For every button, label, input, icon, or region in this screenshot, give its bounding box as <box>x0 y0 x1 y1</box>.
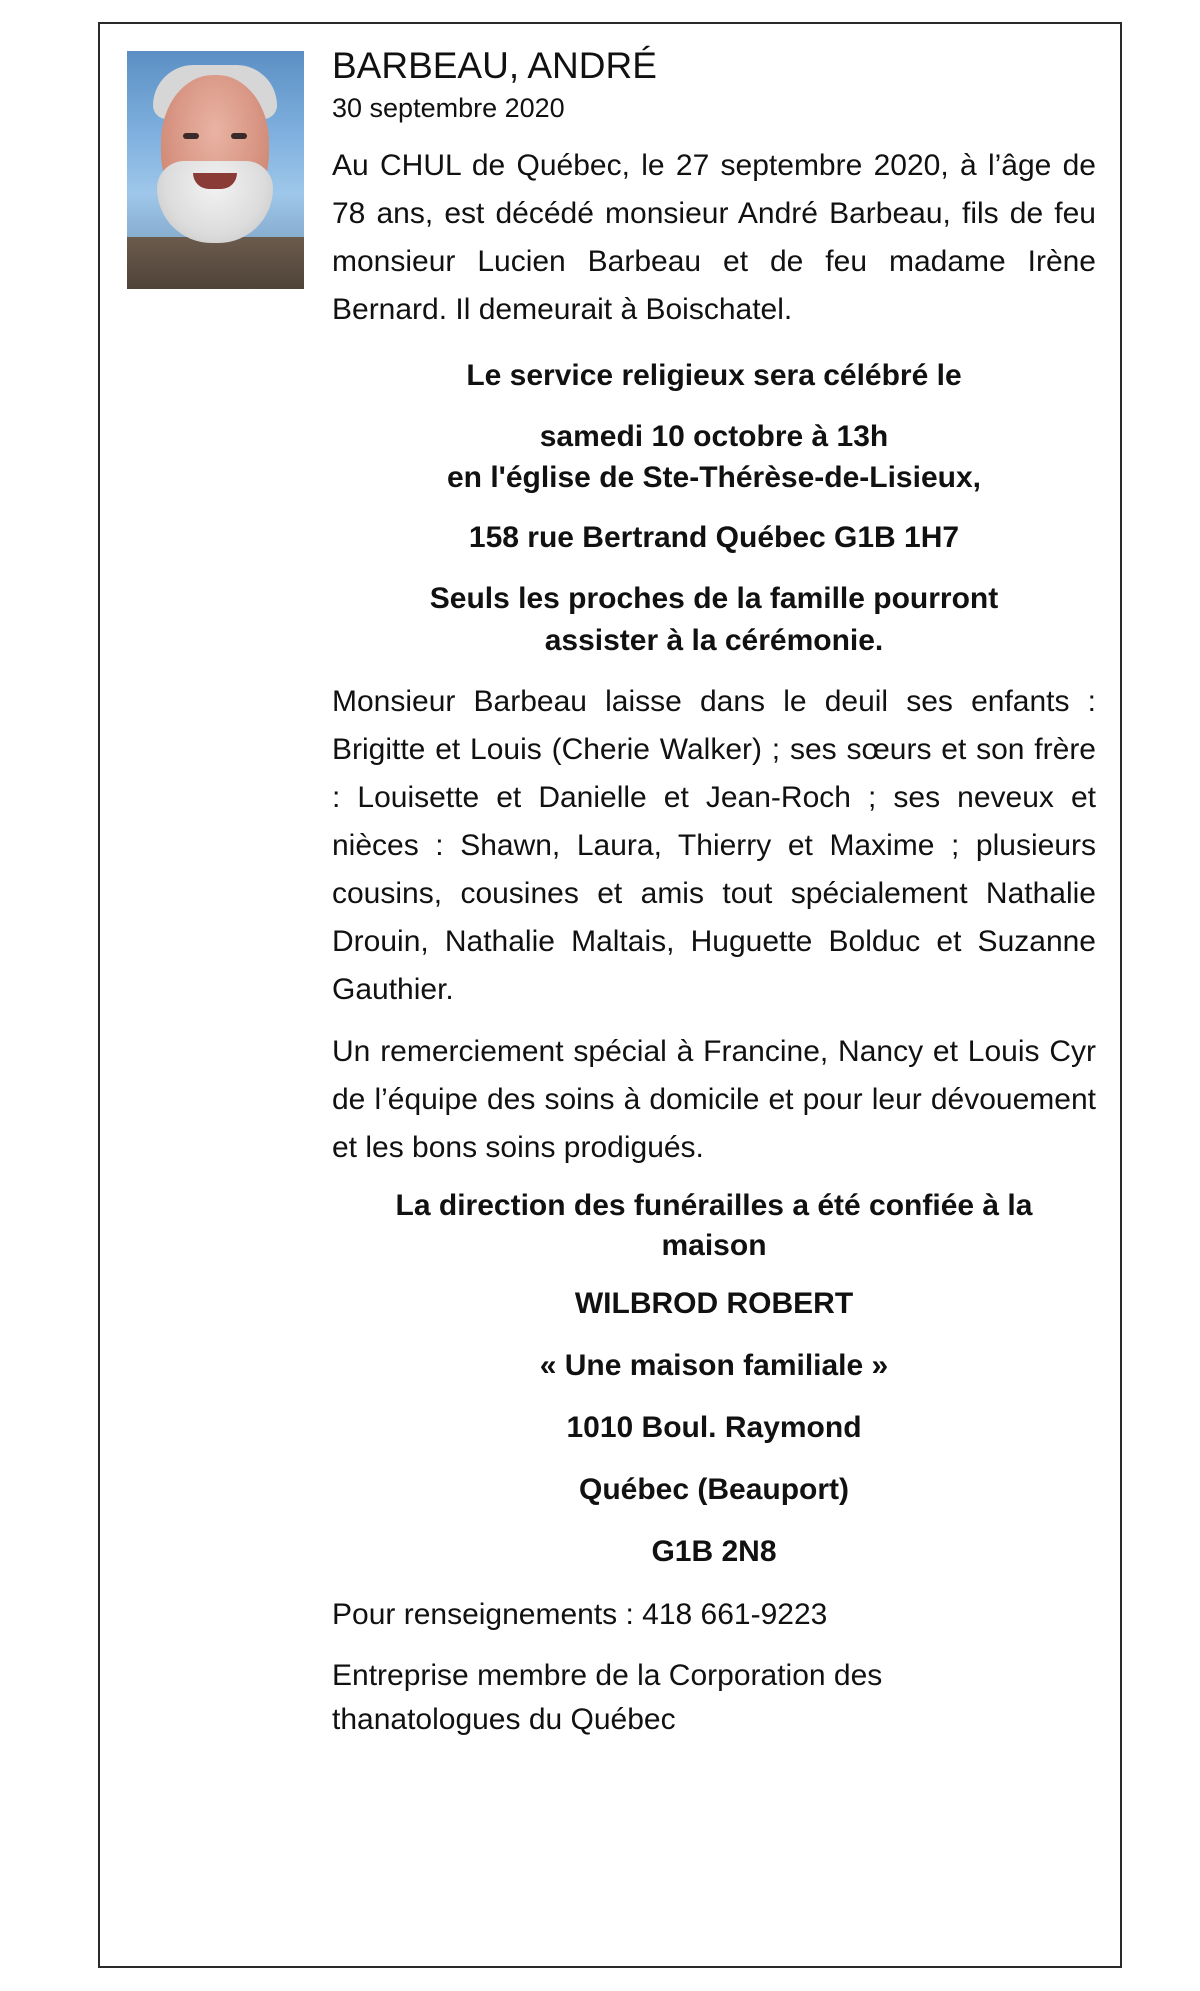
member-line-2: thanatologues du Québec <box>332 1703 676 1736</box>
obituary-notice <box>98 22 1122 1968</box>
service-address: 158 rue Bertrand Québec G1B 1H7 <box>468 521 960 554</box>
intro-paragraph: Au CHUL de Québec, le 27 septembre 2020, à l’âge de 78 ans, est décédé monsieur André Barbeau, fils de feu monsieur Lucien Barbeau et de feu madame Irène Bernard. Il demeurait à Boischatel. <box>332 149 1096 326</box>
service-line-6: assister à la cérémonie. <box>544 624 884 657</box>
service-line-3: en l'église de Ste-Thérèse-de-Lisieux, <box>447 461 981 494</box>
photo-eye-left <box>183 133 199 139</box>
funeral-direction-line-1: La direction des funérailles a été confiée à la <box>395 1189 1033 1222</box>
deceased-name: BARBEAU, ANDRÉ <box>332 45 657 86</box>
funeral-home-city: Québec (Beauport) <box>578 1473 850 1506</box>
service-line-5: Seuls les proches de la famille pourront <box>429 582 999 615</box>
photo-shirt <box>127 237 304 289</box>
member-line-1: Entreprise membre de la Corporation des <box>332 1659 883 1692</box>
funeral-direction-line-2: maison <box>661 1229 767 1262</box>
funeral-home-slogan: « Une maison familiale » <box>539 1349 889 1382</box>
service-line-2: samedi 10 octobre à 13h <box>539 420 889 453</box>
notice-date: 30 septembre 2020 <box>332 93 565 123</box>
family-paragraph: Monsieur Barbeau laisse dans le deuil ses enfants : Brigitte et Louis (Cherie Walker) ; ses sœurs et son frère : Louisette et Danielle et Jean-Roch ; ses neveux et nièces : Shawn, Laura, Thierry et Maxime ; plusieurs cousins, cousines et amis tout spécialement Nathalie Drouin, Nathalie Maltais, Huguette Bolduc et Suzanne Gauthier. <box>332 685 1096 1006</box>
info-phone: Pour renseignements : 418 661-9223 <box>332 1598 828 1631</box>
notice-content <box>332 44 1096 1742</box>
thanks-paragraph: Un remerciement spécial à Francine, Nancy et Louis Cyr de l’équipe des soins à domicile et pour leur dévouement et les bons soins prodigués. <box>332 1035 1096 1164</box>
funeral-home-name: WILBROD ROBERT <box>574 1287 854 1320</box>
service-line-1: Le service religieux sera célébré le <box>466 359 962 392</box>
funeral-home-address: 1010 Boul. Raymond <box>566 1411 862 1444</box>
funeral-home-postal: G1B 2N8 <box>651 1535 777 1568</box>
photo-eye-right <box>231 133 247 139</box>
portrait-photo <box>127 51 304 289</box>
